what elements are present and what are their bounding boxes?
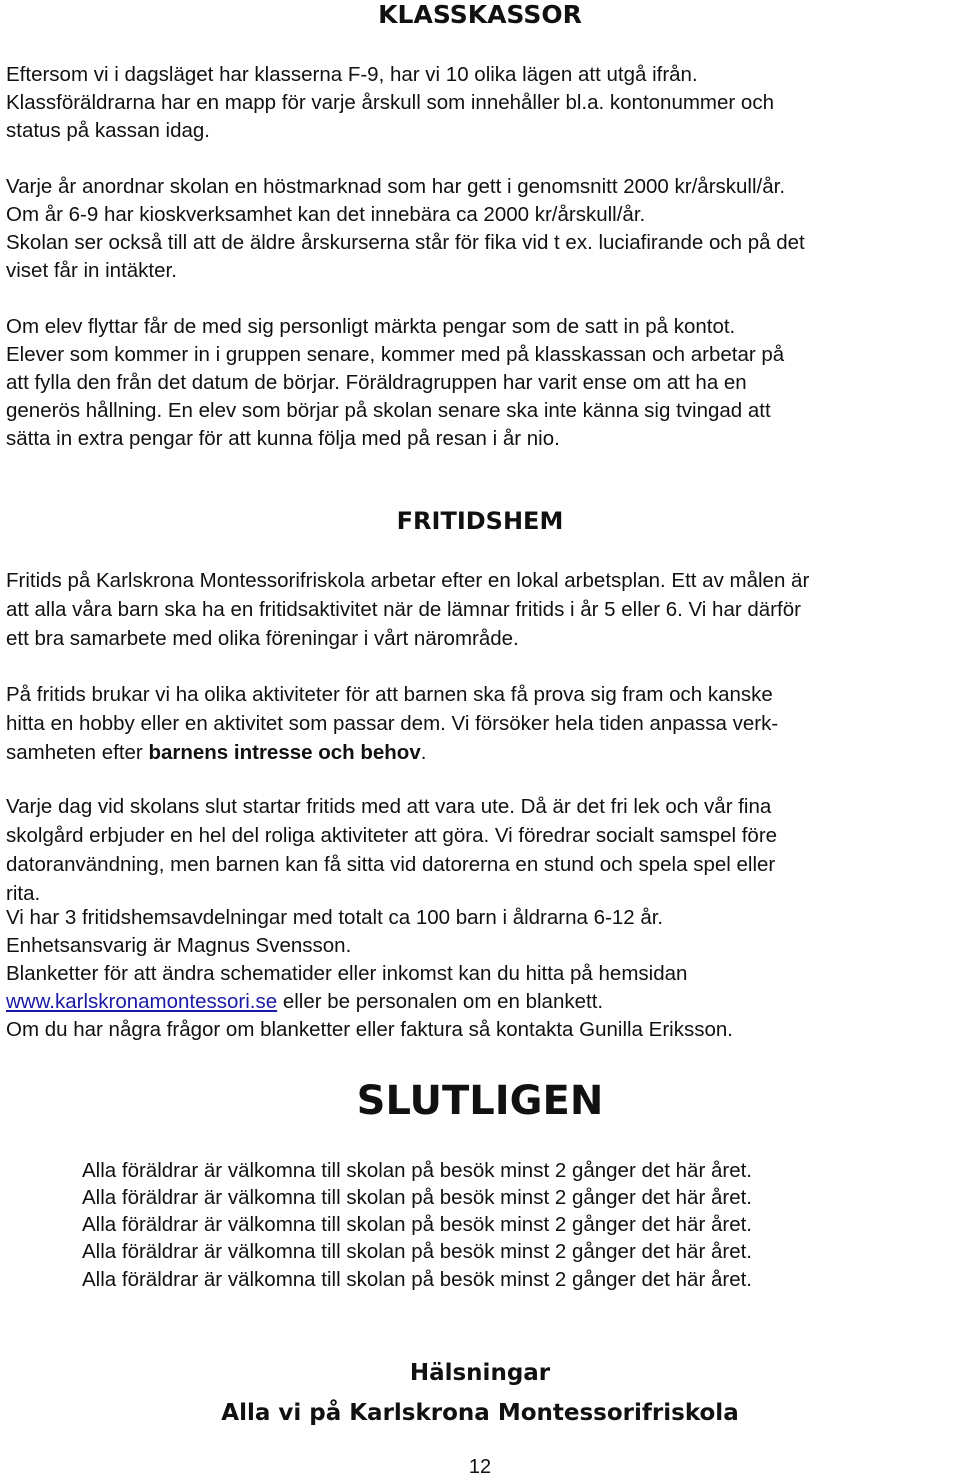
paragraph-line: Enhetsansvarig är Magnus Svensson. — [6, 934, 352, 957]
paragraph-line: Blanketter för att ändra schematider eller inkomst kan du hitta på hemsidan — [6, 962, 688, 985]
paragraph-line: hitta en hobby eller en aktivitet som passar dem. Vi försöker hela tiden anpassa verk- — [6, 712, 779, 735]
paragraph-line: status på kassan idag. — [6, 119, 210, 142]
paragraph-line: skolgård erbjuder en hel del roliga aktiviteter att göra. Vi föredrar socialt samspel före — [6, 824, 778, 847]
paragraph-line: Om år 6-9 har kioskverksamhet kan det innebära ca 2000 kr/årskull/år. — [6, 203, 646, 226]
paragraph-line: samheten efter barnens intresse och behov. — [6, 741, 427, 764]
heading-klasskassor: KLASSKASSOR — [378, 0, 582, 29]
paragraph-line: Elever som kommer in i gruppen senare, kommer med på klasskassan och arbetar på — [6, 343, 785, 366]
paragraph-line: rita. — [6, 882, 41, 905]
paragraph-line: www.karlskronamontessori.se eller be personalen om en blankett. — [6, 990, 604, 1013]
paragraph-line: Eftersom vi i dagsläget har klasserna F-9, har vi 10 olika lägen att utgå ifrån. — [6, 63, 698, 86]
paragraph-line: Varje år anordnar skolan en höstmarknad som har gett i genomsnitt 2000 kr/årskull/år. — [6, 175, 786, 198]
paragraph-line: viset får in intäkter. — [6, 259, 177, 282]
website-link[interactable]: www.karlskronamontessori.se — [6, 990, 278, 1013]
heading-slutligen: SLUTLIGEN — [356, 1078, 604, 1124]
paragraph-line: Klassföräldrarna har en mapp för varje årskull som innehåller bl.a. kontonummer och — [6, 91, 774, 114]
paragraph-line: Vi har 3 fritidshemsavdelningar med totalt ca 100 barn i åldrarna 6-12 år. — [6, 906, 664, 929]
list-item: Alla föräldrar är välkomna till skolan på besök minst 2 gånger det här året. — [82, 1213, 753, 1236]
paragraph-line: Fritids på Karlskrona Montessorifriskola arbetar efter en lokal arbetsplan. Ett av målen är — [6, 569, 810, 592]
paragraph-line: att alla våra barn ska ha en fritidsaktivitet när de lämnar fritids i år 5 eller 6. Vi har därför — [6, 598, 801, 621]
signature: Alla vi på Karlskrona Montessorifriskola — [221, 1400, 739, 1426]
greeting: Hälsningar — [409, 1360, 551, 1386]
paragraph-line: Skolan ser också till att de äldre årskurserna står för fika vid t ex. luciafirande och på det — [6, 231, 805, 254]
page-number: 12 — [468, 1456, 492, 1478]
paragraph-line: datoranvändning, men barnen kan få sitta vid datorerna en stund och spela spel eller — [6, 853, 776, 876]
paragraph-line: ett bra samarbete med olika föreningar i vårt närområde. — [6, 627, 519, 650]
heading-fritidshem: FRITIDSHEM — [396, 507, 564, 535]
emphasis-text: barnens intresse och behov — [148, 741, 421, 764]
list-item: Alla föräldrar är välkomna till skolan på besök minst 2 gånger det här året. — [82, 1186, 753, 1209]
paragraph-line: Om elev flyttar får de med sig personligt märkta pengar som de satt in på kontot. — [6, 315, 736, 338]
paragraph-line: På fritids brukar vi ha olika aktiviteter för att barnen ska få prova sig fram och kanske — [6, 683, 773, 706]
paragraph-line: att fylla den från det datum de börjar. Föräldragruppen har varit ense om att ha en — [6, 371, 747, 394]
paragraph-line: Varje dag vid skolans slut startar fritids med att vara ute. Då är det fri lek och vår fina — [6, 795, 772, 818]
paragraph-line: generös hållning. En elev som börjar på skolan senare ska inte känna sig tvingad att — [6, 399, 771, 422]
list-item: Alla föräldrar är välkomna till skolan på besök minst 2 gånger det här året. — [82, 1240, 753, 1263]
paragraph-line: Om du har några frågor om blanketter eller faktura så kontakta Gunilla Eriksson. — [6, 1018, 733, 1041]
list-item: Alla föräldrar är välkomna till skolan på besök minst 2 gånger det här året. — [82, 1268, 753, 1291]
list-item: Alla föräldrar är välkomna till skolan på besök minst 2 gånger det här året. — [82, 1159, 753, 1182]
paragraph-line: sätta in extra pengar för att kunna följa med på resan i år nio. — [6, 427, 560, 450]
